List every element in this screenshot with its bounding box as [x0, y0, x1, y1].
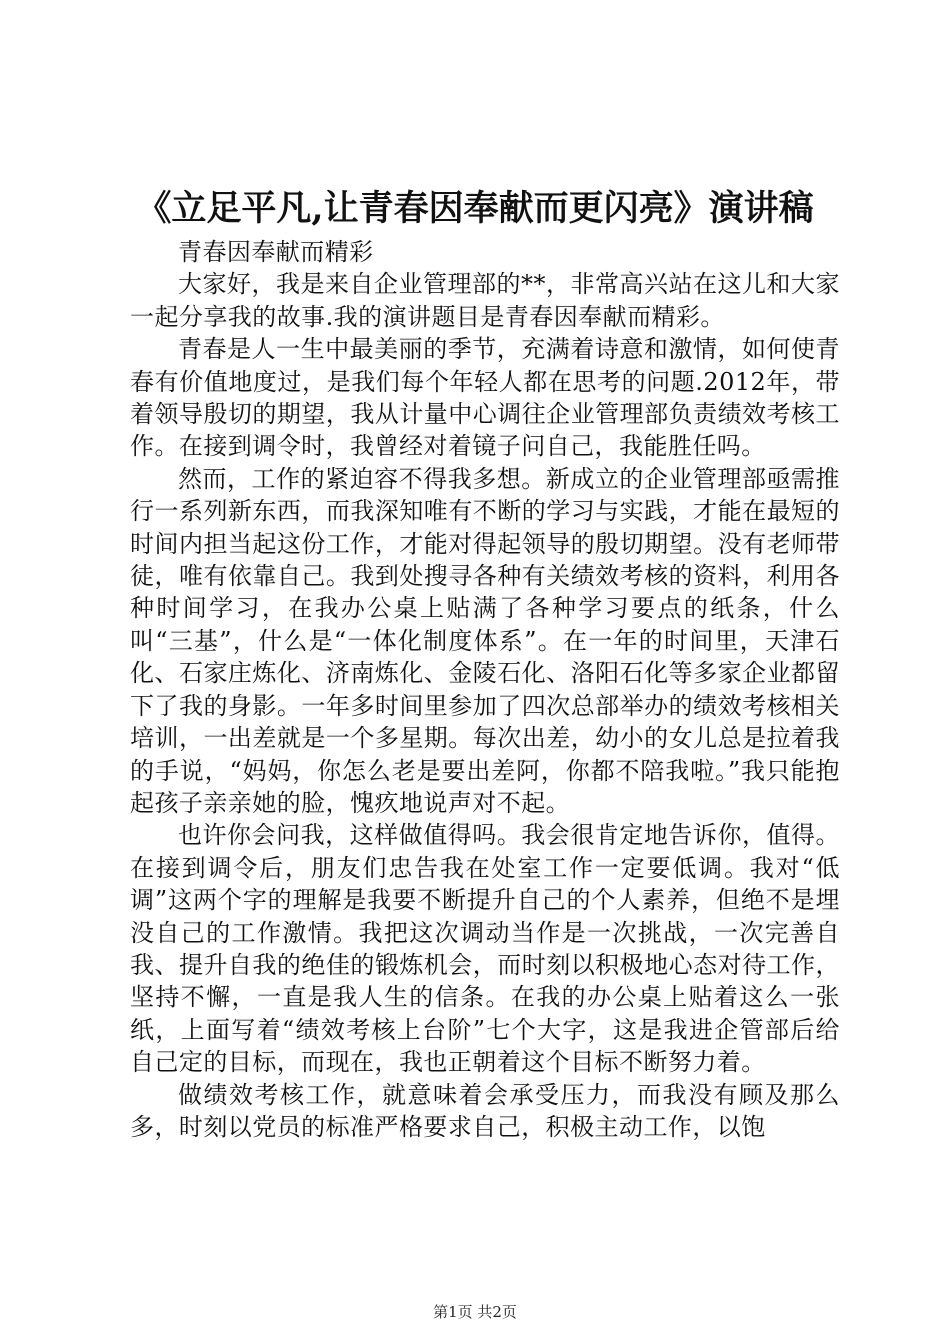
paragraph-subtitle: 青春因奉献而精彩 [178, 238, 374, 266]
document-title: 《立足平凡,让青春因奉献而更闪亮》演讲稿 [136, 188, 814, 229]
paragraph-greeting: 大家好，我是来自企业管理部的**，非常高兴站在这儿和大家一起分享我的故事.我的演讲题目是青春因奉献而精彩。 [130, 270, 840, 331]
page-number: 第1页 共2页 [433, 1303, 517, 1321]
paragraph-work-learning: 然而，工作的紧迫容不得我多想。新成立的企业管理部亟需推行一系列新东西，而我深知唯有不断的学习与实践，才能在最短的时间内担当起这份工作，才能对得起领导的殷切期望。没有老师带徒，唯有依靠自己。我到处搜寻各种有关绩效考核的资料，利用各种时间学习，在我办公桌上贴满了各种学习要点的纸条，什么叫“三基”，什么是“一体化制度体系”。在一年的时间里，天津石化、石家庄炼化、济南炼化、金陵石化、洛阳石化等多家企业都留下了我的身影。一年多时间里参加了四次总部举办的绩效考核相关培训，一出差就是一个多星期。每次出差，幼小的女儿总是拉着我的手说，“妈妈，你怎么老是要出差阿，你都不陪我啦。”我只能抱起孩子亲亲她的脸，愧疚地说声对不起。 [130, 464, 840, 817]
document-body [130, 236, 840, 1143]
paragraph-worth-it: 也许你会问我，这样做值得吗。我会很肯定地告诉你，值得。在接到调令后，朋友们忠告我在处室工作一定要低调。我对“低调”这两个字的理解是我要不断提升自己的个人素养，但绝不是埋没自己的工作激情。我把这次调动当作是一次挑战，一次完善自我、提升自我的绝佳的锻炼机会，而时刻以积极地心态对待工作，坚持不懈，一直是我人生的信条。在我的办公桌上贴着这么一张纸，上面写着“绩效考核上台阶”七个大字，这是我进企管部后给自己定的目标，而现在，我也正朝着这个目标不断努力着。 [130, 821, 840, 1077]
paragraph-youth: 青春是人一生中最美丽的季节，充满着诗意和激情，如何使青春有价值地度过，是我们每个年轻人都在思考的问题.2012年，带着领导殷切的期望，我从计量中心调往企业管理部负责绩效考核工作。在接到调令时，我曾经对着镜子问自己，我能胜任吗。 [130, 335, 840, 461]
paragraph-pressure: 做绩效考核工作，就意味着会承受压力，而我没有顾及那么多，时刻以党员的标准严格要求自己，积极主动工作，以饱 [130, 1080, 840, 1141]
